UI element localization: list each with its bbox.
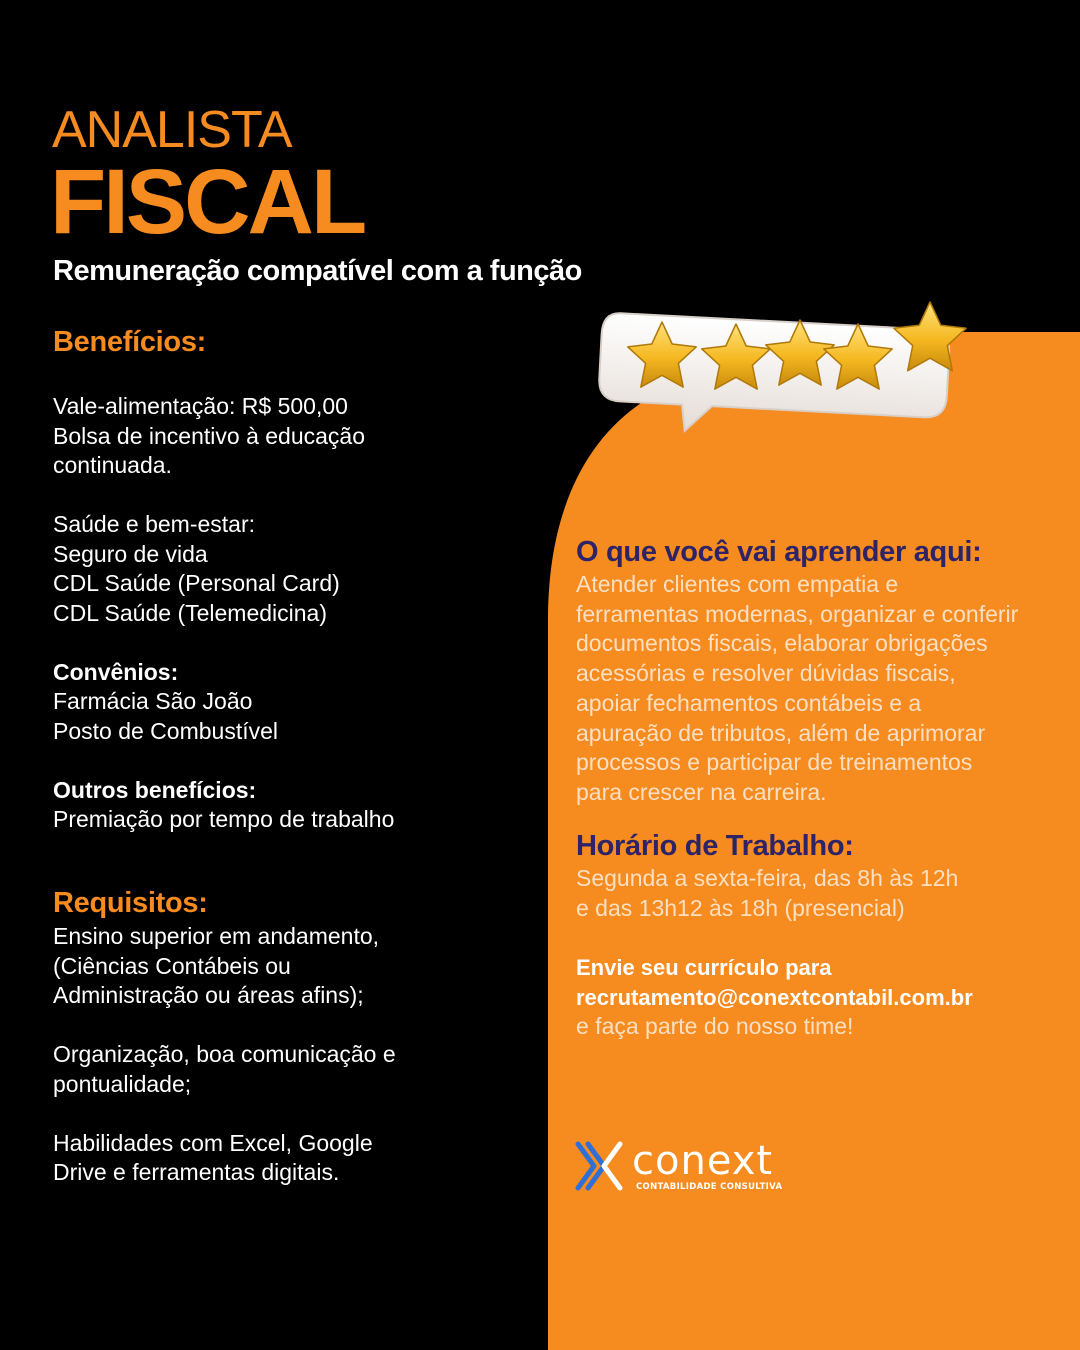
requisito-line: Administração ou áreas afins); bbox=[53, 982, 364, 1008]
contato-line1: Envie seu currículo para bbox=[576, 955, 832, 980]
contato-line3: e faça parte do nosso time! bbox=[576, 1013, 854, 1039]
horario-line: e das 13h12 às 18h (presencial) bbox=[576, 894, 905, 921]
rating-bubble bbox=[596, 300, 976, 440]
conext-logo-wordmark: conext bbox=[632, 1138, 774, 1184]
outros-line: Premiação por tempo de trabalho bbox=[53, 806, 395, 832]
benefit-line: Saúde e bem-estar: bbox=[53, 511, 256, 537]
aprender-line: apuração de tributos, além de aprimorar bbox=[576, 719, 986, 746]
aprender-line: Atender clientes com empatia e bbox=[576, 571, 899, 597]
beneficios-group2 bbox=[53, 510, 493, 628]
aprender-line: para crescer na carreira. bbox=[576, 778, 827, 805]
requisito-line: (Ciências Contábeis ou bbox=[53, 952, 291, 979]
contato-section bbox=[576, 953, 1056, 1042]
conext-logo bbox=[574, 1138, 834, 1196]
benefit-line: Seguro de vida bbox=[53, 540, 208, 567]
benefit-line: continuada. bbox=[53, 452, 172, 478]
horario-section bbox=[576, 828, 1056, 923]
aprender-line: documentos fiscais, elaborar obrigações bbox=[576, 630, 988, 657]
beneficios-section bbox=[53, 323, 493, 835]
conext-logo-mark bbox=[578, 1144, 620, 1188]
benefit-line: Vale-alimentação: R$ 500,00 bbox=[53, 393, 348, 419]
aprender-line: apoiar fechamentos contábeis e a bbox=[576, 689, 922, 716]
beneficios-group1 bbox=[53, 392, 493, 481]
requisitos-section bbox=[53, 884, 493, 1188]
horario-line: Segunda a sexta-feira, das 8h às 12h bbox=[576, 865, 959, 891]
aprender-line: acessórias e resolver dúvidas fiscais, bbox=[576, 660, 956, 687]
beneficios-heading: Benefícios: bbox=[53, 326, 207, 358]
aprender-section bbox=[576, 534, 1056, 808]
contato-email[interactable]: recrutamento@conextcontabil.com.br bbox=[576, 984, 973, 1010]
title-analista: ANALISTA bbox=[52, 101, 292, 159]
requisito-line: Ensino superior em andamento, bbox=[53, 923, 380, 949]
convenio-line: Posto de Combustível bbox=[53, 717, 279, 744]
requisito-line: Organização, boa comunicação e bbox=[53, 1041, 396, 1067]
convenios-heading: Convênios: bbox=[53, 658, 179, 685]
requisito-line: Drive e ferramentas digitais. bbox=[53, 1159, 340, 1185]
benefit-line: Bolsa de incentivo à educação bbox=[53, 422, 365, 449]
conext-logo-tagline: CONTABILIDADE CONSULTIVA bbox=[636, 1182, 783, 1192]
requisitos-heading: Requisitos: bbox=[53, 887, 208, 919]
horario-heading: Horário de Trabalho: bbox=[576, 830, 854, 862]
aprender-line: processos e participar de treinamentos bbox=[576, 749, 973, 776]
aprender-heading: O que você vai aprender aqui: bbox=[576, 536, 982, 568]
convenio-line: Farmácia São João bbox=[53, 688, 253, 714]
outros-heading: Outros benefícios: bbox=[53, 776, 257, 803]
aprender-line: ferramentas modernas, organizar e conferir bbox=[576, 600, 1019, 627]
subtitle-remuneracao: Remuneração compatível com a função bbox=[53, 255, 582, 287]
title-fiscal: FISCAL bbox=[50, 151, 365, 253]
benefit-line: CDL Saúde (Telemedicina) bbox=[53, 599, 328, 626]
benefit-line: CDL Saúde (Personal Card) bbox=[53, 570, 340, 596]
requisito-line: Habilidades com Excel, Google bbox=[53, 1129, 373, 1156]
requisito-line: pontualidade; bbox=[53, 1070, 192, 1097]
